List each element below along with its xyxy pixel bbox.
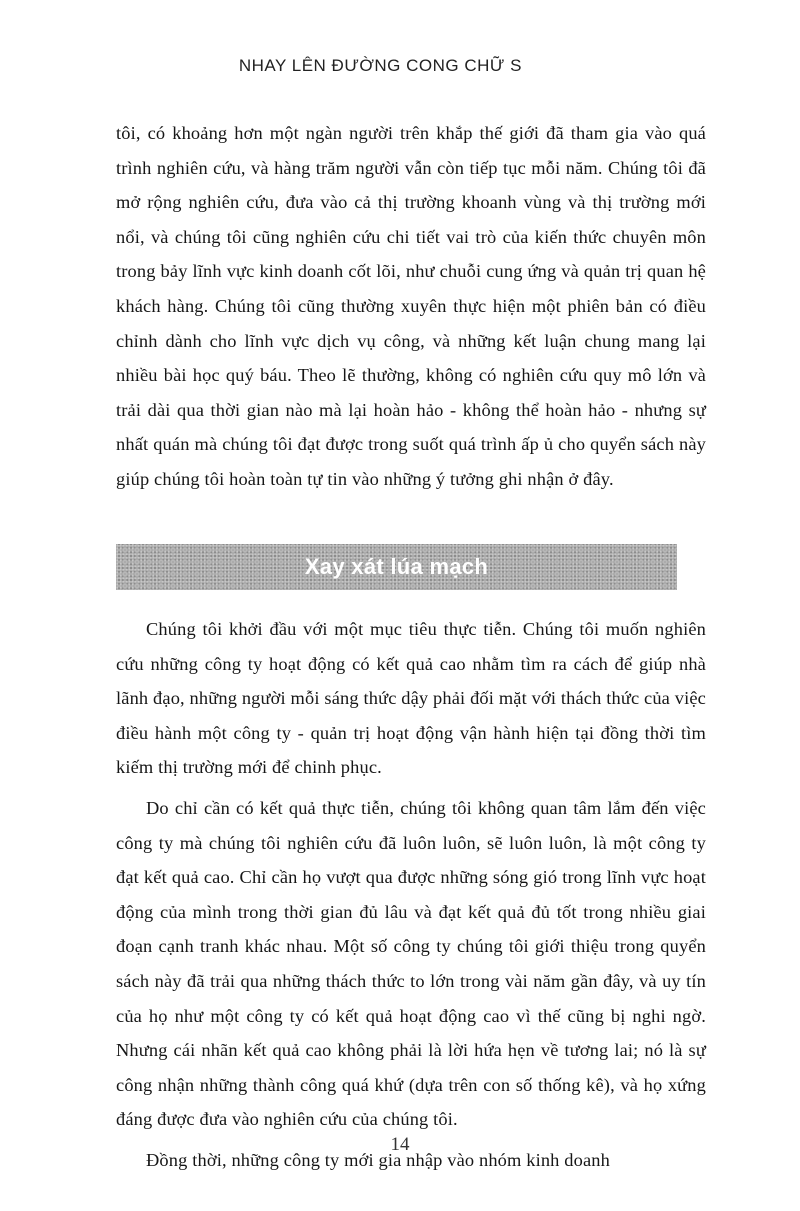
page-number: 14 [390, 1134, 410, 1155]
paragraph: Đồng thời, những công ty mới gia nhập vào nhóm kinh doanh [146, 1149, 610, 1170]
paragraph: Do chỉ cần có kết quả thực tiễn, chúng tôi không quan tâm lắm đến việc công ty mà chúng tôi nghiên cứu đã luôn luôn, sẽ luôn luôn, là một công ty đạt kết quả cao. Chỉ cần họ vượt qua được những sóng gió trong lĩnh vực hoạt động của mình trong thời gian đủ lâu và đạt kết quả đủ tốt trong nhiều giai đoạn cạnh tranh khác nhau. Một số công ty chúng tôi giới thiệu trong quyển sách này đã trải qua những thách thức to lớn trong vài năm gần đây, và uy tín của họ như một công ty có kết quả hoạt động cao vì thế cũng bị nghi ngờ. Nhưng cái nhãn kết quả cao không phải là lời hứa hẹn về tương lai; nó là sự công nhận những thành công quá khứ (dựa trên con số thống kê), và họ xứng đáng được đưa vào nghiên cứu của chúng tôi. [116, 797, 706, 1130]
section-heading-bar [116, 544, 677, 590]
paragraph-continued: tôi, có khoảng hơn một ngàn người trên khắp thế giới đã tham gia vào quá trình nghiên cứu, và hàng trăm người vẫn còn tiếp tục mỗi năm. Chúng tôi đã mở rộng nghiên cứu, đưa vào cả thị trường khoanh vùng và thị trường mới nổi, và chúng tôi cũng nghiên cứu chi tiết vai trò của kiến thức chuyên môn trong bảy lĩnh vực kinh doanh cốt lõi, như chuỗi cung ứng và quản trị quan hệ khách hàng. Chúng tôi cũng thường xuyên thực hiện một phiên bản có điều chỉnh dành cho lĩnh vực dịch vụ công, và những kết luận chung mang lại nhiều bài học quý báu. Theo lẽ thường, không có nghiên cứu quy mô lớn và trải dài qua thời gian nào mà lại hoàn hảo - không thể hoàn hảo - nhưng sự nhất quán mà chúng tôi đạt được trong suốt quá trình ấp ủ cho quyển sách này giúp chúng tôi hoàn toàn tự tin vào những ý tưởng ghi nhận ở đây. [116, 123, 706, 489]
paragraph: Chúng tôi khởi đầu với một mục tiêu thực tiễn. Chúng tôi muốn nghiên cứu những công ty hoạt động có kết quả cao nhằm tìm ra cách để giúp nhà lãnh đạo, những người mỗi sáng thức dậy phải đối mặt với thách thức của việc điều hành một công ty - quản trị hoạt động vận hành hiện tại đồng thời tìm kiếm thị trường mới để chinh phục. [116, 619, 706, 778]
body-text-top [116, 116, 706, 497]
body-text-section [116, 612, 706, 1184]
section-heading: Xay xát lúa mạch [304, 554, 489, 579]
running-header: NHAY LÊN ĐƯỜNG CONG CHỮ S [238, 56, 522, 75]
